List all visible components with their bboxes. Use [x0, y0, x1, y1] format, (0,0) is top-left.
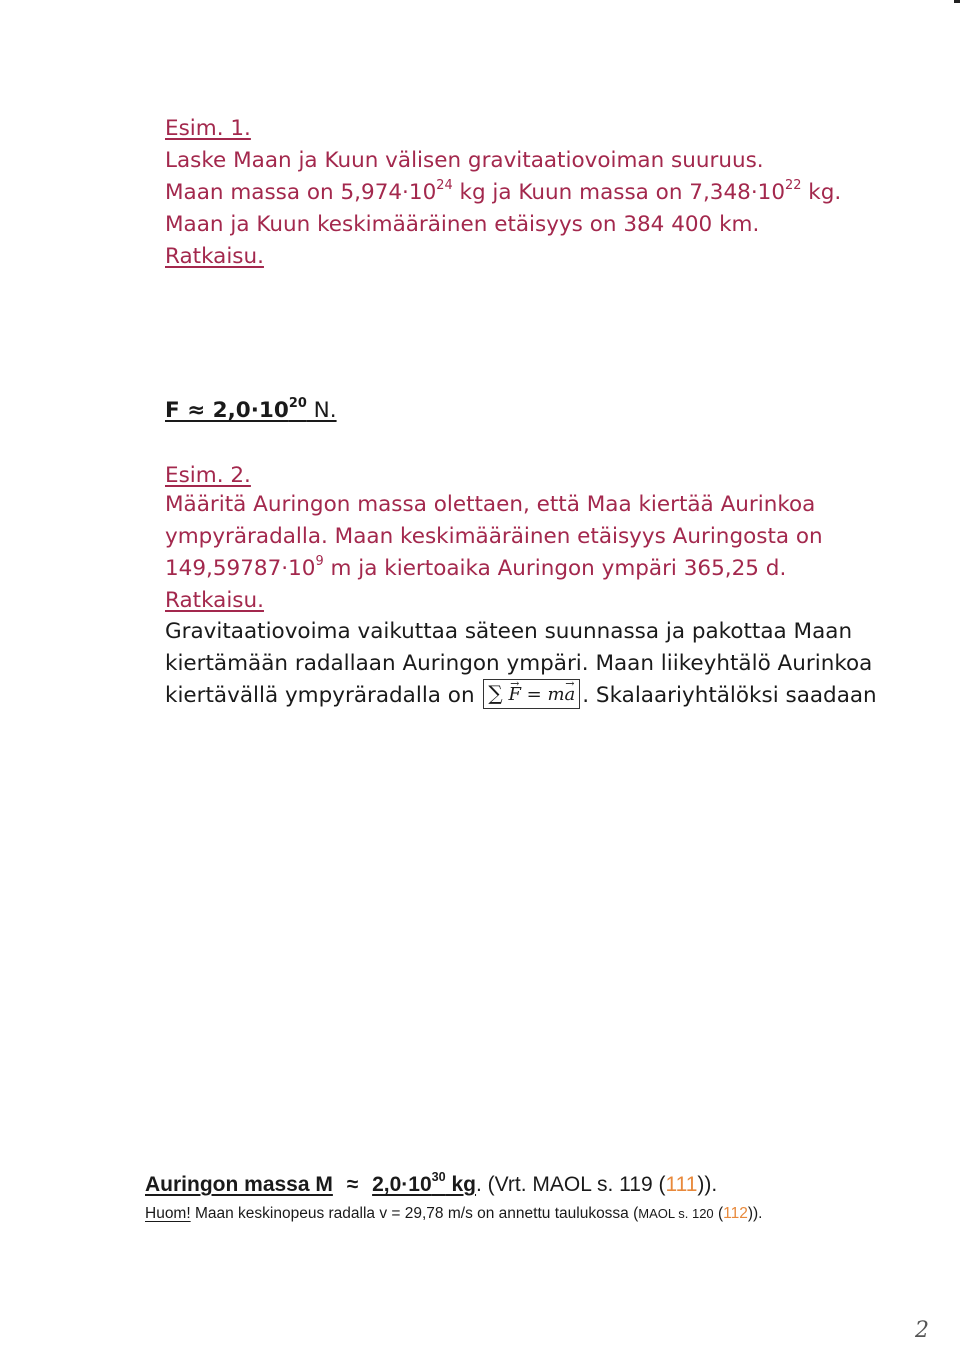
example2-body1: Gravitaatiovoima vaikuttaa säteen suunnassa ja pakottaa Maan: [165, 619, 853, 644]
formula-equals: = m: [520, 684, 565, 705]
reference-number: 111: [665, 1173, 698, 1196]
note-text: Maan keskinopeus radalla v = 29,78 m/s on annettu taulukossa (: [190, 1205, 639, 1222]
exponent: 9: [315, 553, 324, 569]
note-reference-part: (: [713, 1205, 724, 1222]
example1-line3: Maan ja Kuun keskimääräinen etäisyys on 384 400 km.: [165, 212, 760, 237]
solution-label-text: Ratkaisu.: [165, 244, 264, 269]
example2-solution-label: [165, 585, 264, 617]
example2-line3-part: 149,59787·10: [165, 556, 316, 581]
example2-body3-part: kiertävällä ympyräradalla on: [165, 683, 482, 708]
acceleration-vector: → a: [565, 682, 576, 708]
reference-part: . (Vrt. MAOL s. 119 (: [476, 1173, 666, 1196]
example2-heading: [165, 460, 251, 492]
example2-body2: kiertämään radallaan Auringon ympäri. Maan liikeyhtälö Aurinkoa: [165, 651, 873, 676]
result-part: F ≈ 2,0·10: [165, 398, 289, 423]
example1-result-text: [165, 395, 337, 423]
example2-line3: [165, 553, 786, 585]
exponent: 24: [436, 177, 453, 193]
sun-mass-result: [145, 1170, 717, 1200]
example1-line1: Laske Maan ja Kuun välisen gravitaatiovoiman suuruus.: [165, 148, 764, 173]
example2-heading-text: Esim. 2.: [165, 463, 251, 488]
note-label: Huom!: [145, 1205, 191, 1222]
example2-line3-part: m ja kiertoaika Auringon ympäri 365,25 d.: [323, 556, 787, 581]
note-line: [145, 1202, 763, 1226]
page-number: 2: [915, 1318, 929, 1343]
example1-line2-part: Maan massa on 5,974·10: [165, 180, 437, 205]
note-reference: MAOL s. 120: [638, 1206, 714, 1221]
reference-part: )).: [697, 1173, 718, 1196]
example1-line2: [165, 177, 841, 209]
example2-line1: Määritä Auringon massa olettaen, että Maa kiertää Aurinkoa: [165, 492, 816, 517]
example1-result: [165, 395, 337, 427]
example1-heading: [165, 113, 251, 145]
note-reference-number: 112: [723, 1205, 748, 1222]
approx-symbol: ≈: [346, 1173, 359, 1196]
sun-mass-unit: kg: [451, 1173, 477, 1196]
sun-mass-label: Auringon massa M: [145, 1173, 333, 1196]
result-part: N.: [306, 398, 337, 423]
example1-solution-label: [165, 241, 264, 273]
example2-body3: [165, 680, 877, 712]
exponent: 30: [431, 1170, 446, 1185]
scan-mark: [954, 0, 960, 3]
force-vector: → F: [508, 682, 521, 708]
exponent: 22: [785, 177, 802, 193]
solution-label-text: Ratkaisu.: [165, 588, 264, 613]
example2-line2: ympyräradalla. Maan keskimääräinen etäisyys Auringosta on: [165, 524, 823, 549]
example1-line2-part: kg ja Kuun massa on 7,348·10: [452, 180, 786, 205]
exponent: 20: [288, 395, 307, 411]
example1-heading-text: Esim. 1.: [165, 116, 251, 141]
sun-mass-value-part: 2,0·10: [372, 1173, 432, 1196]
example1-line2-part: kg.: [801, 180, 842, 205]
sun-mass-value: [372, 1170, 477, 1196]
equation-of-motion-formula: [483, 679, 580, 709]
note-reference-part: )).: [747, 1205, 763, 1222]
sum-symbol: ∑: [488, 681, 503, 705]
example2-body3-part: . Skalaariyhtälöksi saadaan: [582, 683, 877, 708]
